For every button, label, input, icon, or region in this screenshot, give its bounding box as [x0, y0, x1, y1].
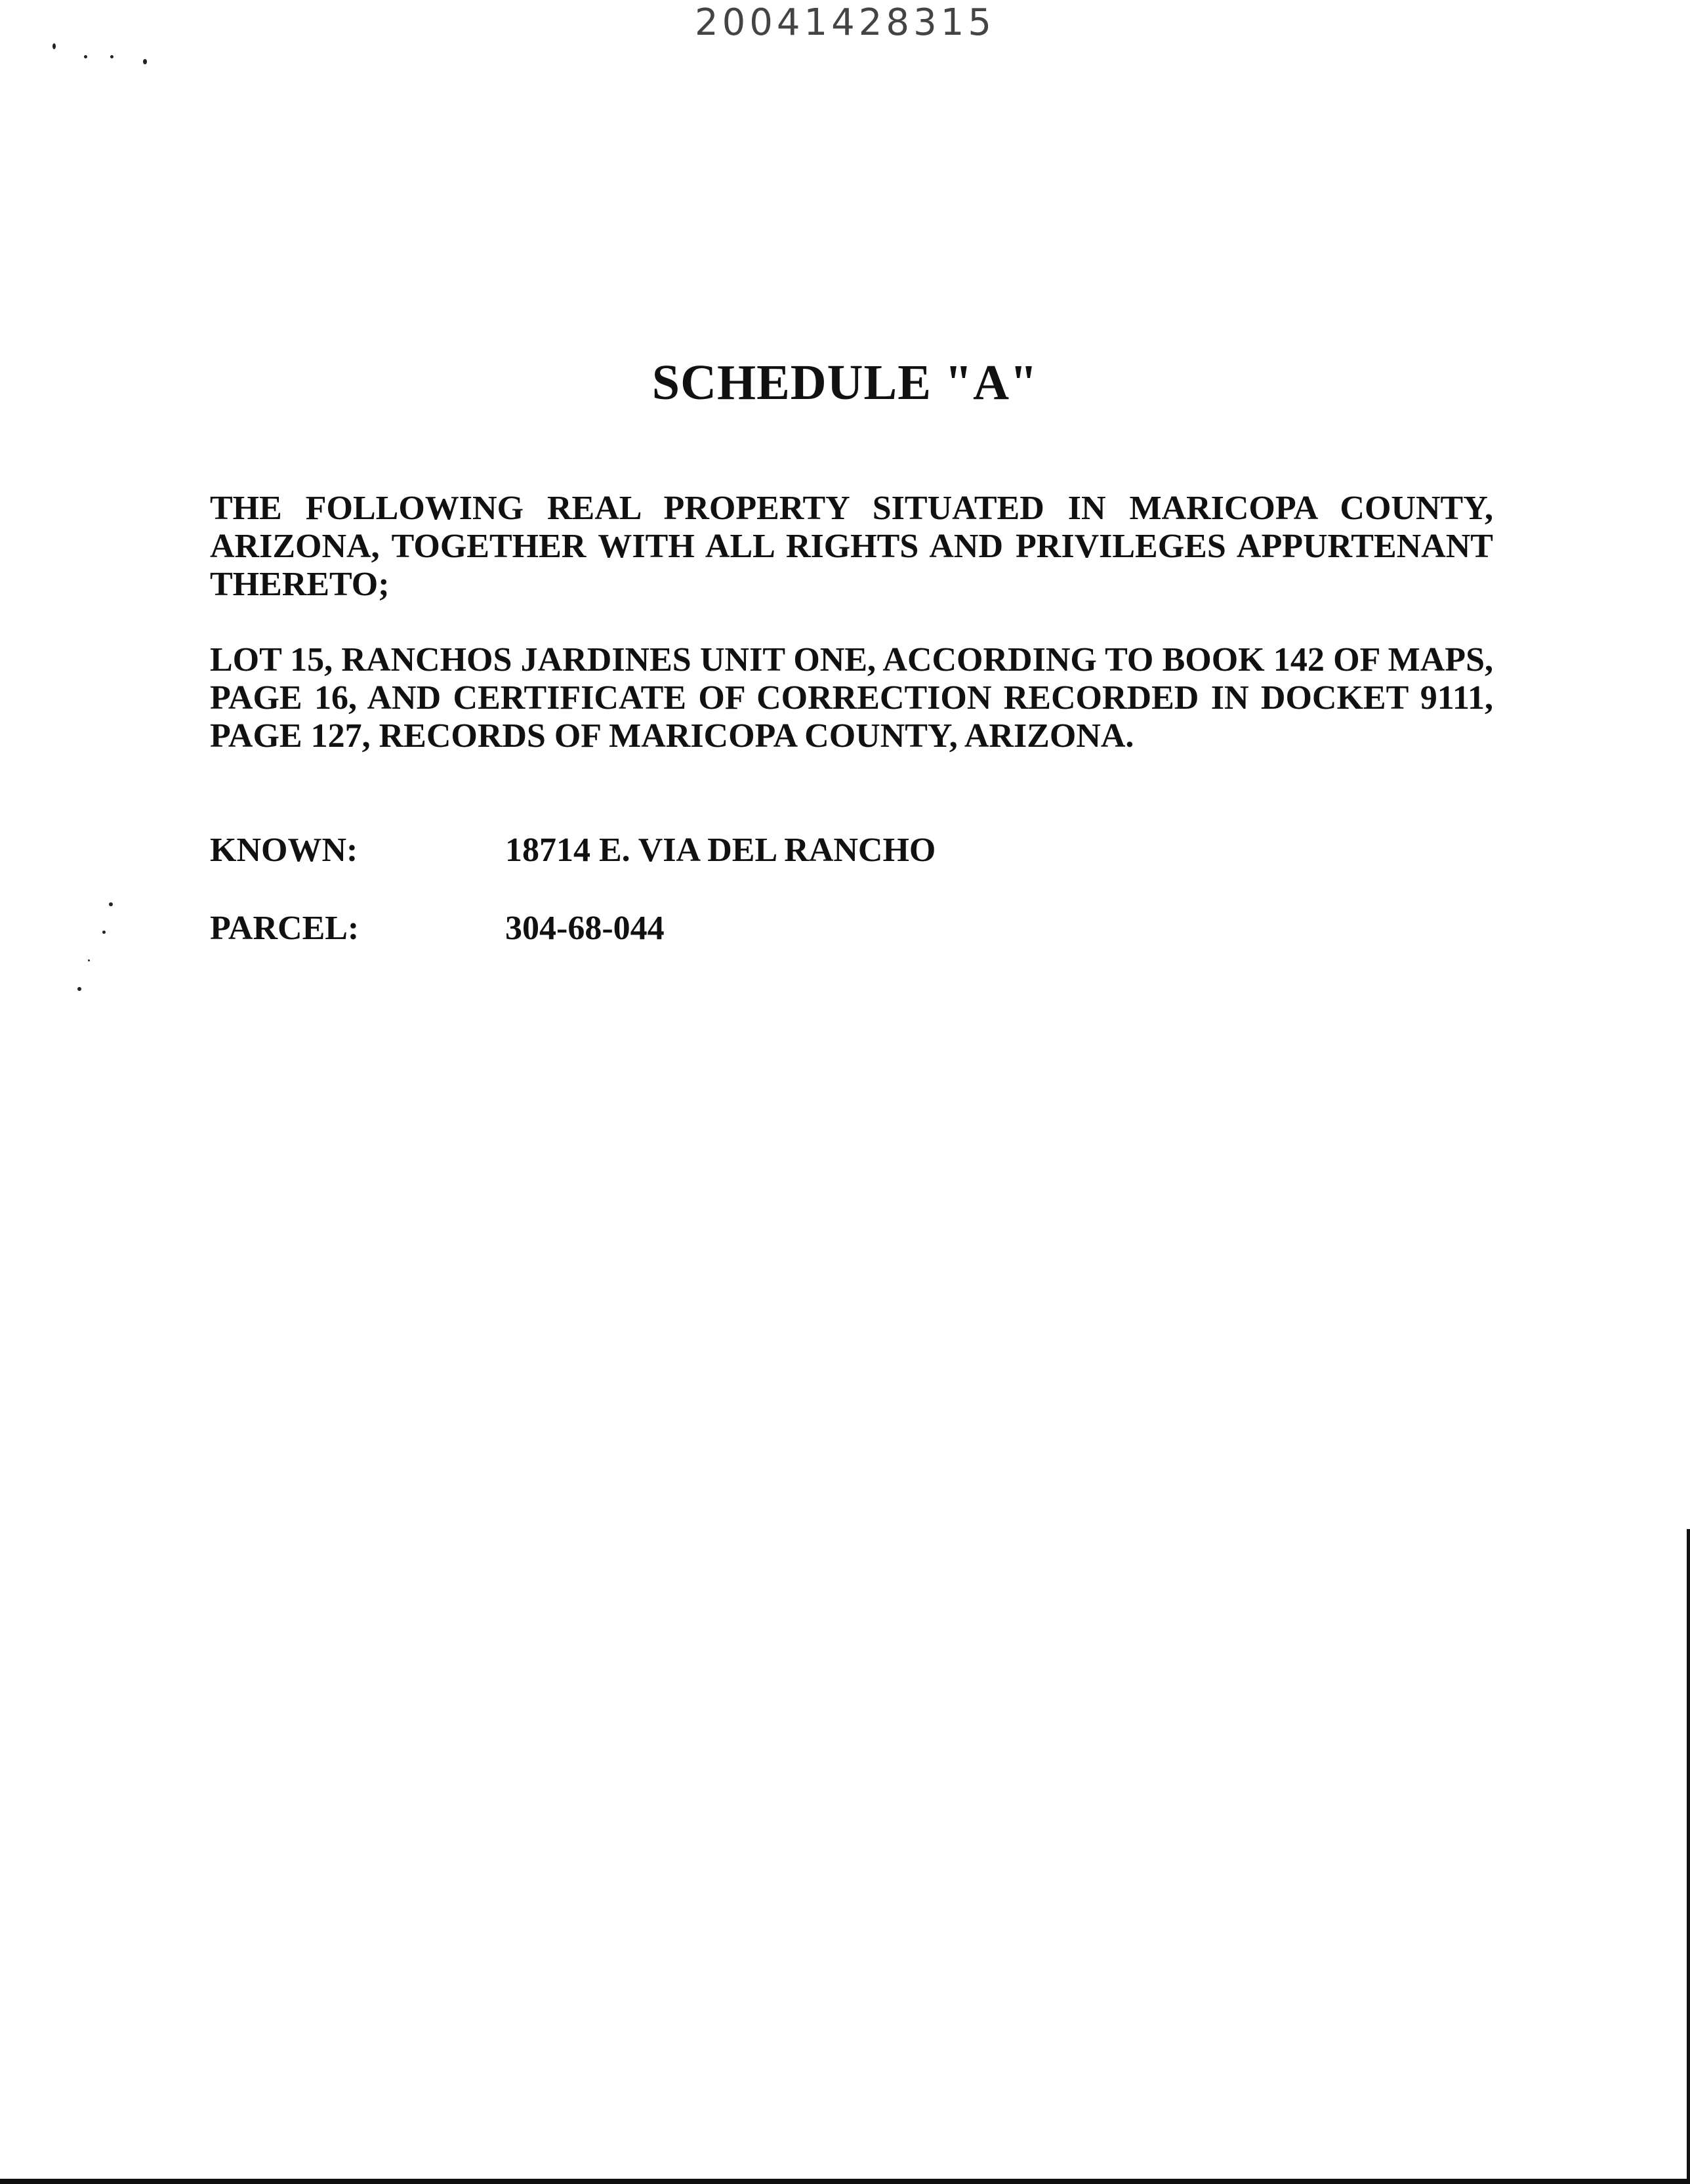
property-description-paragraph: THE FOLLOWING REAL PROPERTY SITUATED IN MARICOPA COUNTY, ARIZONA, TOGETHER WITH ALL RIGHTS AND PRIVILEGES APPURTENANT THERETO; [210, 490, 1493, 603]
scan-speck [110, 55, 113, 58]
scan-speck [143, 59, 147, 64]
legal-description-paragraph: LOT 15, RANCHOS JARDINES UNIT ONE, ACCORDING TO BOOK 142 OF MAPS, PAGE 16, AND CERTIFICATE OF CORRECTION RECORDED IN DOCKET 9111, PAGE 127, RECORDS OF MARICOPA COUNTY, ARIZONA. [210, 641, 1493, 755]
scan-speck [88, 959, 90, 961]
recording-number: 20041428315 [695, 1, 995, 44]
scan-speck [109, 902, 113, 906]
parcel-value: 304-68-044 [505, 910, 665, 947]
scan-speck [84, 55, 87, 58]
parcel-label: PARCEL: [210, 910, 360, 947]
scan-edge-bottom [0, 2179, 1690, 2184]
scan-speck [77, 987, 81, 991]
known-value: 18714 E. VIA DEL RANCHO [505, 831, 936, 869]
scan-speck [52, 43, 56, 49]
schedule-title: SCHEDULE "A" [651, 355, 1039, 410]
known-label: KNOWN: [210, 831, 358, 869]
scan-edge-right [1687, 1529, 1690, 2184]
scan-speck [102, 931, 106, 934]
